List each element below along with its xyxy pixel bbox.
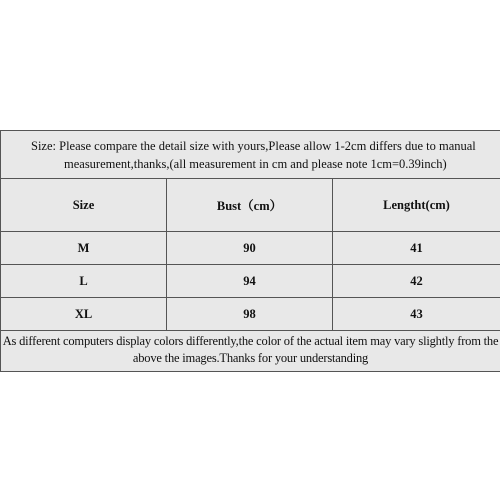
column-header-length: Lengtht(cm) [333,179,500,232]
table-row [1,232,500,265]
color-disclaimer [1,331,500,372]
cell-size: L [1,265,167,298]
cell-length: 43 [333,298,500,331]
cell-bust: 90 [167,232,333,265]
table-row [1,298,500,331]
note-line-1: Size: Please compare the detail size with yours,Please allow 1-2cm differs due to manual [31,138,476,153]
note-line-2: measurement,thanks,(all measurement in cm and please note 1cm=0.39inch) [64,156,447,171]
cell-bust: 94 [167,265,333,298]
measurement-note [1,131,500,179]
cell-size: XL [1,298,167,331]
disclaimer-line-2: above the images.Thanks for your understanding [132,351,369,365]
cell-length: 42 [333,265,500,298]
table-row [1,265,500,298]
disclaimer-line-1: As different computers display colors differently,the color of the actual item may vary slightly from the [2,334,499,348]
cell-bust: 98 [167,298,333,331]
footer-row [1,331,500,372]
header-row [1,179,500,232]
column-header-size: Size [1,179,167,232]
cell-size: M [1,232,167,265]
cell-length: 41 [333,232,500,265]
column-header-bust: Bust（cm） [167,179,333,232]
note-row [1,131,500,179]
size-chart-table [0,130,500,372]
